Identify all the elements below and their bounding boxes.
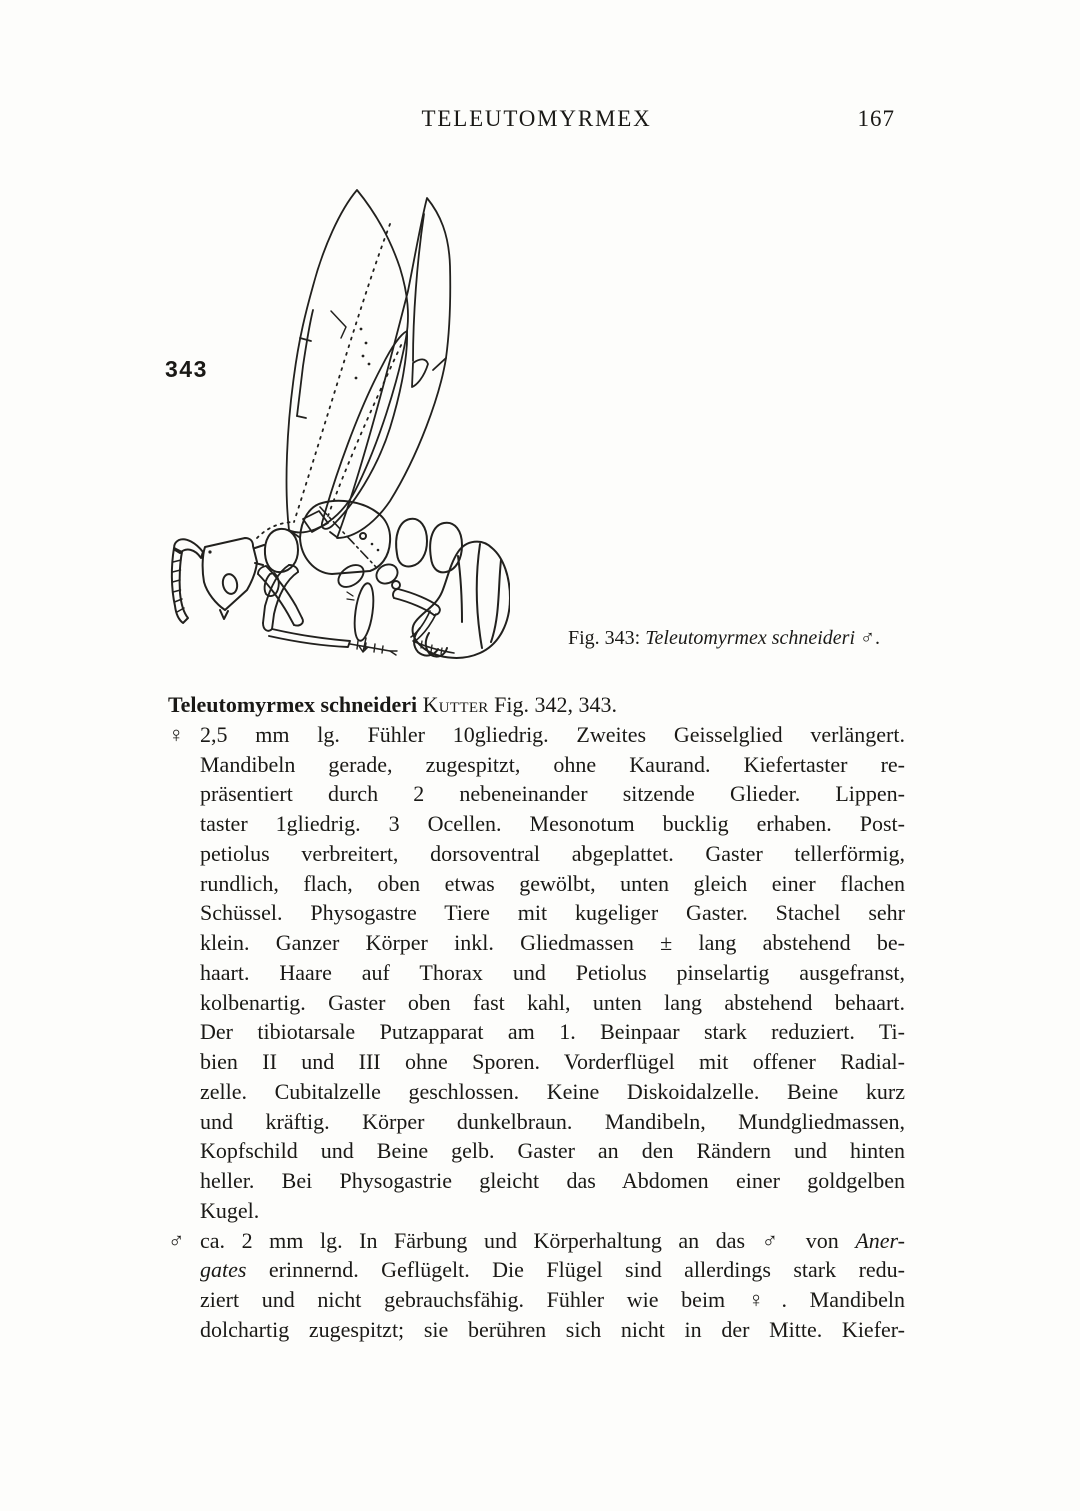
ant-illustration (170, 186, 510, 660)
text-line: kolbenartig. Gaster oben fast kahl, unten lang abstehend behaart. (200, 989, 905, 1015)
text-line: bien II und III ohne Sporen. Vorderflügel mit offener Radial- (200, 1049, 905, 1074)
text-line: heller. Bei Physogastrie gleicht das Abdomen einer goldgelben (200, 1168, 905, 1193)
line-segment: erinnernd. Geflügelt. Die Flügel sind allerdings stark redu- (246, 1257, 905, 1283)
line-segment-italic: Aner- (855, 1227, 905, 1253)
text-line: dolchartig zugespitzt; sie berühren sich nicht in der Mitte. Kiefer- (200, 1316, 905, 1342)
caption-prefix: Fig. 343: (568, 627, 646, 649)
line-segment: ca. 2 mm lg. In Färbung und Körperhaltung an das ♂ von (200, 1227, 856, 1253)
description-text (168, 690, 905, 1345)
text-line: Mandibeln gerade, zugespitzt, ohne Kaurand. Kiefertaster re- (200, 751, 905, 777)
page-number: 167 (857, 106, 895, 131)
text-line: Der tibiotarsale Putzapparat am 1. Beinpaar stark reduziert. Ti- (200, 1019, 905, 1045)
text-line: 2,5 mm lg. Fühler 10gliedrig. Zweites Geisselglied verlängert. (200, 721, 905, 747)
line-segment-italic: gates (200, 1257, 247, 1283)
text-line (200, 1226, 905, 1256)
female-description (168, 720, 905, 1226)
eye (221, 573, 239, 595)
text-line: und kräftig. Körper dunkelbraun. Mandibeln, Mundgliedmassen, (200, 1108, 905, 1134)
text-line: zelle. Cubitalzelle geschlossen. Keine Diskoidalzelle. Beine kurz (200, 1078, 905, 1104)
male-symbol: ♂ (168, 1227, 185, 1253)
text-line: ziert und nicht gebrauchsfähig. Fühler wie beim ♀. Mandibeln (200, 1287, 905, 1312)
text-line: rundlich, flach, oben etwas gewölbt, unten gleich einer flachen (200, 870, 905, 896)
legs (258, 561, 454, 655)
male-description (168, 1226, 905, 1345)
figure-label: 343 (165, 356, 208, 382)
head (203, 538, 264, 619)
running-head: TELEUTOMYRMEX (421, 106, 652, 131)
text-line: Schüssel. Physogastre Tiere mit kugeliger Gaster. Stachel sehr (200, 900, 905, 926)
female-symbol: ♀ (168, 721, 185, 747)
text-line: taster 1gliedrig. 3 Ocellen. Mesonotum bucklig erhaben. Post- (200, 811, 905, 836)
text-line: haart. Haare auf Thorax und Petiolus pinselartig ausgefranst, (200, 959, 905, 985)
caption-suffix: ♂. (855, 627, 881, 649)
heading-author: Kutter (422, 692, 489, 717)
text-line: Kopfschild und Beine gelb. Gaster an den Rändern und hinten (200, 1138, 905, 1164)
text-line (200, 1255, 905, 1285)
thorax (265, 501, 390, 574)
antenna (172, 539, 203, 623)
heading-species: Teleutomyrmex schneideri (168, 692, 423, 717)
heading-figures-ref: Fig. 342, 343. (488, 692, 617, 717)
text-line: klein. Ganzer Körper inkl. Gliedmassen ± lang abstehend be- (200, 930, 905, 955)
species-heading (168, 690, 905, 720)
caption-species-name: Teleutomyrmex schneideri (645, 627, 856, 649)
hindwing-outline (322, 331, 428, 529)
page-header (168, 106, 905, 136)
text-line: petiolus verbreitert, dorsoventral abgeplattet. Gaster tellerförmig, (200, 840, 905, 866)
text-line: Kugel. (200, 1197, 260, 1223)
text-line: präsentiert durch 2 nebeneinander sitzende Glieder. Lippen- (200, 781, 905, 807)
figure-caption (568, 627, 928, 650)
